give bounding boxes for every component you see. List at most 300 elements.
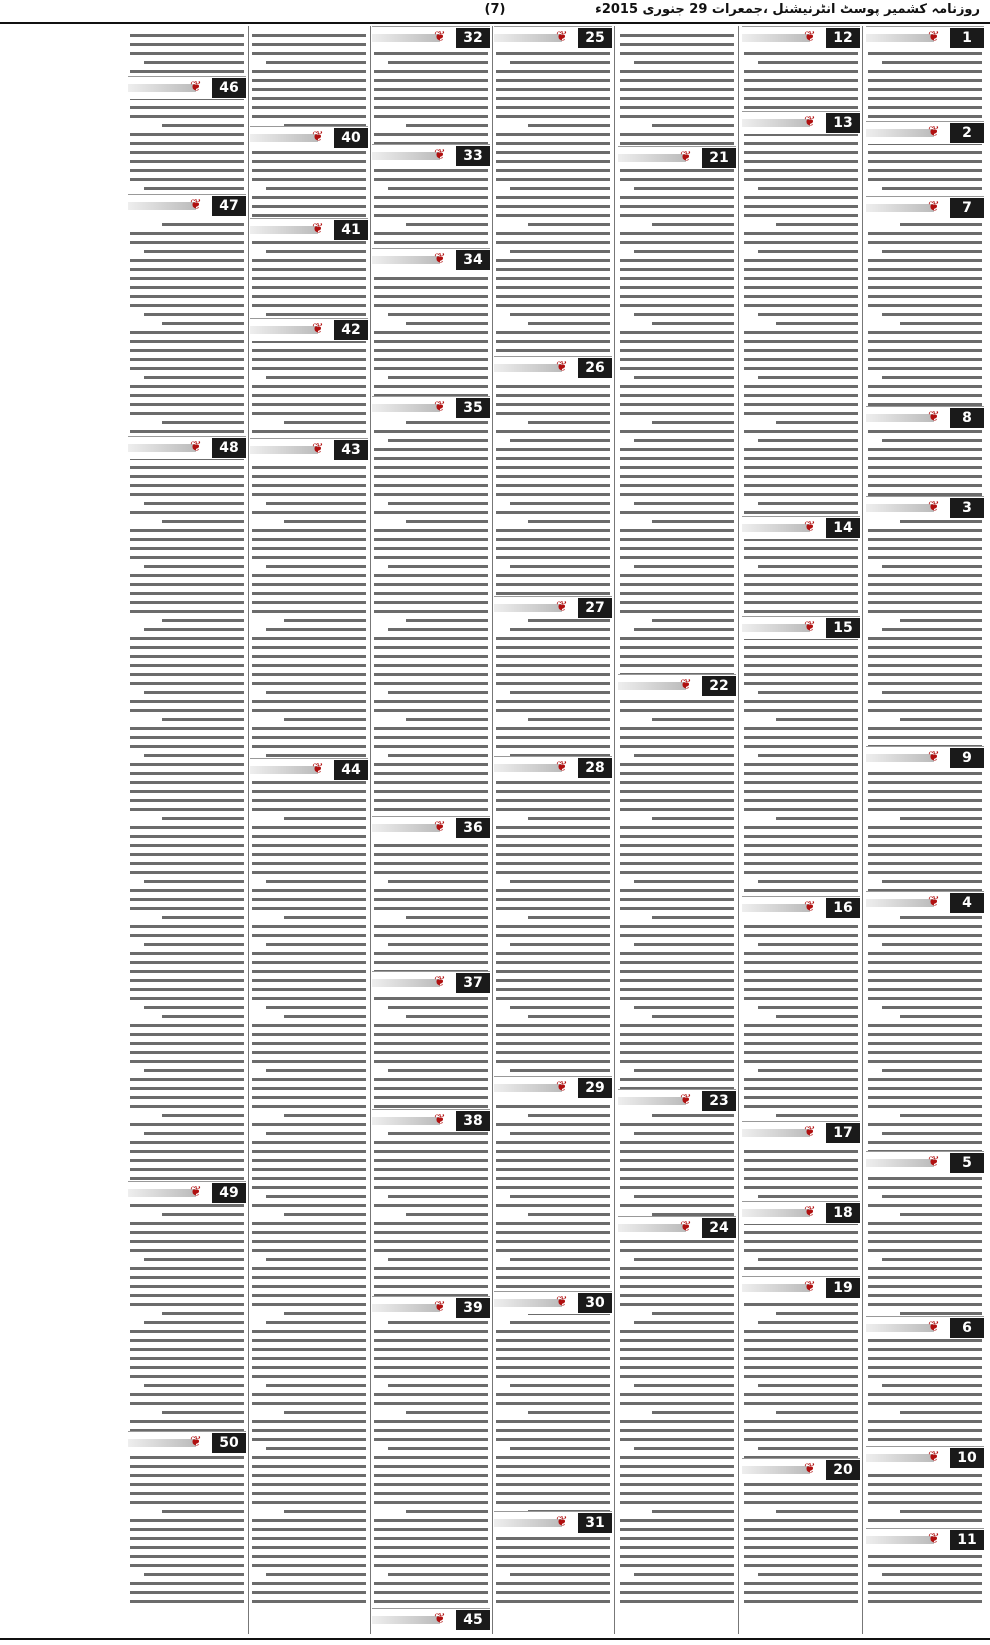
text-line [252,1465,366,1468]
text-line [130,1168,244,1171]
text-line [406,916,488,919]
text-line [496,1366,610,1369]
page-number: (7) [484,2,506,17]
text-line [388,1006,488,1009]
text-line [496,214,610,217]
text-line [130,727,244,730]
text-line [388,754,488,757]
header-bar [250,226,318,234]
maple-leaf-icon: ❦ [928,29,940,45]
text-line [882,1573,982,1576]
news-item [742,1201,860,1224]
item-number: 44 [334,760,368,780]
text-line [130,133,244,136]
text-line [374,799,488,802]
item-number: 36 [456,818,490,838]
column-rule [248,26,249,1634]
text-line [744,403,858,406]
text-line [528,1411,610,1414]
text-line [620,925,734,928]
text-line [130,1123,244,1126]
text-line [252,1402,366,1405]
text-line [252,1087,366,1090]
header-bar [742,524,810,532]
text-line [252,862,366,865]
text-line [130,1159,244,1162]
text-line [252,997,366,1000]
text-line [388,691,488,694]
header-bar [866,1536,934,1544]
text-line [388,1195,488,1198]
text-line [868,1087,982,1090]
text-line [868,1483,982,1486]
text-line [744,268,858,271]
text-line [496,529,610,532]
news-item [742,516,860,539]
text-line [252,1060,366,1063]
item-number: 10 [950,1448,984,1468]
maple-leaf-icon: ❦ [804,519,816,535]
maple-leaf-icon: ❦ [928,199,940,215]
text-line [510,1006,610,1009]
text-line [744,1537,858,1540]
text-line [252,1123,366,1126]
text-line [252,295,366,298]
text-line [758,187,858,190]
header-bar [128,444,196,452]
text-line [620,205,734,208]
header-bar [742,34,810,42]
text-line [252,169,366,172]
text-line [496,934,610,937]
text-line [374,1222,488,1225]
text-line [130,826,244,829]
text-line [868,592,982,595]
text-line [620,1366,734,1369]
text-line [496,1267,610,1270]
text-line [130,979,244,982]
text-line [374,430,488,433]
text-line [252,1555,366,1558]
text-line [744,1267,858,1270]
text-line [252,1339,366,1342]
text-line [130,1141,244,1144]
text-line [510,61,610,64]
text-line [130,349,244,352]
text-line [744,826,858,829]
text-line [266,1069,366,1072]
item-header [372,1608,490,1631]
text-line [620,493,734,496]
header-bar [372,34,440,42]
text-line [868,790,982,793]
text-line [868,1474,982,1477]
text-line [252,1591,366,1594]
text-line [868,1591,982,1594]
text-line [634,61,734,64]
column-text [866,26,984,1603]
text-line [620,133,734,136]
item-header [128,194,246,217]
text-line [130,646,244,649]
item-number: 38 [456,1111,490,1131]
text-line [744,232,858,235]
text-line [496,844,610,847]
item-number: 7 [950,198,984,218]
text-line [374,529,488,532]
item-header [742,26,860,49]
column-rule [614,26,615,1634]
maple-leaf-icon: ❦ [928,1449,940,1465]
text-line [900,1312,982,1315]
text-line [496,160,610,163]
text-line [744,556,858,559]
text-line [388,943,488,946]
news-item [250,126,368,149]
text-line [868,826,982,829]
text-line [868,556,982,559]
text-line [620,1537,734,1540]
text-line [496,961,610,964]
text-line [374,700,488,703]
text-line [744,1105,858,1108]
news-item [372,26,490,49]
text-line [252,907,366,910]
text-line [162,817,244,820]
text-line [744,178,858,181]
text-line [130,1240,244,1243]
text-line [130,1285,244,1288]
news-item [866,746,984,769]
text-line [130,988,244,991]
text-line [758,1195,858,1198]
column-rule [370,26,371,1634]
text-line [252,403,366,406]
item-header [372,1296,490,1319]
text-line [758,313,858,316]
text-line [620,1159,734,1162]
text-line [620,889,734,892]
text-line [130,412,244,415]
text-line [528,817,610,820]
text-line [374,1330,488,1333]
text-line [252,835,366,838]
text-line [868,1177,982,1180]
header-bar [372,1117,440,1125]
text-line [620,1177,734,1180]
text-line [130,961,244,964]
text-line [620,277,734,280]
maple-leaf-icon: ❦ [312,761,324,777]
column-5 [372,26,490,1634]
news-item [250,758,368,781]
text-line [252,646,366,649]
text-line [634,313,734,316]
text-line [252,358,366,361]
text-line [252,556,366,559]
text-line [620,547,734,550]
text-line [252,1492,366,1495]
text-line [510,1447,610,1450]
text-line [620,115,734,118]
text-line [496,700,610,703]
text-line [620,394,734,397]
header-bar [128,84,196,92]
item-number: 43 [334,440,368,460]
text-line [374,349,488,352]
text-line [252,547,366,550]
text-line [744,835,858,838]
text-line [252,1240,366,1243]
maple-leaf-icon: ❦ [804,899,816,915]
text-line [496,412,610,415]
text-line [744,475,858,478]
text-line [868,538,982,541]
text-line [868,1024,982,1027]
text-line [130,1420,244,1423]
text-line [744,430,858,433]
text-line [496,574,610,577]
item-header [128,76,246,99]
news-item [742,1458,860,1481]
maple-leaf-icon: ❦ [680,1092,692,1108]
text-line [744,214,858,217]
text-line [620,556,734,559]
text-line [868,1231,982,1234]
text-line [144,1573,244,1576]
text-line [744,1591,858,1594]
text-line [496,592,610,595]
column-rule [738,26,739,1634]
text-line [374,1501,488,1504]
text-line [130,763,244,766]
text-line [252,790,366,793]
text-line [374,1555,488,1558]
text-line [130,169,244,172]
header-bar [866,414,934,422]
text-line [252,1528,366,1531]
text-line [496,151,610,154]
text-line [252,259,366,262]
text-line [496,1438,610,1441]
text-line [620,79,734,82]
header-bar [250,766,318,774]
item-number: 35 [456,398,490,418]
text-line [744,1096,858,1099]
text-line [620,610,734,613]
text-line [130,1393,244,1396]
text-line [406,619,488,622]
text-line [744,646,858,649]
item-header [250,438,368,461]
text-line [252,304,366,307]
text-line [620,745,734,748]
text-line [130,1366,244,1369]
text-line [374,196,488,199]
text-line [130,862,244,865]
text-line [620,835,734,838]
text-line [388,313,488,316]
text-line [744,79,858,82]
text-line [496,268,610,271]
text-line [130,583,244,586]
text-line [144,502,244,505]
text-line [130,790,244,793]
text-line [652,1015,734,1018]
text-line [758,439,858,442]
text-line [620,808,734,811]
text-line [496,709,610,712]
item-number: 47 [212,196,246,216]
text-line [758,943,858,946]
text-line [374,1465,488,1468]
text-line [130,1519,244,1522]
text-line [496,1591,610,1594]
text-line [620,457,734,460]
text-line [868,700,982,703]
text-line [252,781,366,784]
text-line [868,1348,982,1351]
text-line [496,1429,610,1432]
text-line [374,304,488,307]
text-line [252,1150,366,1153]
text-line [868,1501,982,1504]
text-line [374,448,488,451]
text-line [374,646,488,649]
text-line [252,1141,366,1144]
text-line [496,1546,610,1549]
text-line [130,1204,244,1207]
news-item [372,248,490,271]
text-line [620,412,734,415]
text-line [388,187,488,190]
news-item [250,438,368,461]
text-line [652,817,734,820]
text-line [744,970,858,973]
text-line [744,259,858,262]
text-line [882,1069,982,1072]
text-line [496,178,610,181]
text-line [510,1573,610,1576]
text-line [496,349,610,352]
text-line [496,673,610,676]
item-header [866,196,984,219]
text-line [130,1087,244,1090]
item-header [618,1216,736,1239]
text-line [652,1411,734,1414]
text-line [620,988,734,991]
text-line [652,1510,734,1513]
text-line [252,1168,366,1171]
text-line [284,619,366,622]
text-line [868,808,982,811]
text-line [620,1276,734,1279]
text-line [252,412,366,415]
text-line [882,1195,982,1198]
text-line [868,259,982,262]
masthead: روزنامہ کشمیر پوسٹ انٹرنیشنل ،جمعرات 29 جنوری 2015ء [595,2,980,17]
text-line [510,1258,610,1261]
text-line [130,709,244,712]
text-line [868,430,982,433]
maple-leaf-icon: ❦ [312,321,324,337]
text-line [130,1348,244,1351]
text-line [496,727,610,730]
text-line [162,1213,244,1216]
text-line [510,880,610,883]
text-line [252,610,366,613]
maple-leaf-icon: ❦ [804,619,816,635]
text-line [758,1006,858,1009]
text-line [374,205,488,208]
news-item [372,816,490,839]
text-line [744,205,858,208]
text-line [620,196,734,199]
text-line [130,1555,244,1558]
text-line [374,367,488,370]
text-line [744,1357,858,1360]
text-line [868,52,982,55]
text-line [496,538,610,541]
text-line [868,583,982,586]
maple-leaf-icon: ❦ [434,29,446,45]
text-line [284,718,366,721]
text-line [130,1222,244,1225]
text-line [496,835,610,838]
text-line [620,331,734,334]
text-line [388,439,488,442]
text-line [374,1168,488,1171]
text-line [252,979,366,982]
item-header [250,758,368,781]
text-line [744,169,858,172]
text-line [252,853,366,856]
text-line [868,1492,982,1495]
text-line [130,655,244,658]
text-line [130,151,244,154]
text-line [252,844,366,847]
item-number: 28 [578,758,612,778]
text-line [900,520,982,523]
text-line [620,1465,734,1468]
header-bar [372,979,440,987]
text-line [266,943,366,946]
news-item [866,406,984,429]
text-line [652,718,734,721]
text-line [776,1411,858,1414]
news-item [372,1109,490,1132]
text-line [620,772,734,775]
news-item [742,1121,860,1144]
item-number: 32 [456,28,490,48]
header-bar [618,1097,686,1105]
text-line [374,1087,488,1090]
header-bar [618,682,686,690]
text-line [252,367,366,370]
item-number: 46 [212,78,246,98]
text-line [620,1546,734,1549]
text-line [868,304,982,307]
text-line [620,1429,734,1432]
text-line [744,601,858,604]
text-line [744,1375,858,1378]
text-line [496,1141,610,1144]
text-line [374,1474,488,1477]
text-line [868,286,982,289]
text-line [496,799,610,802]
text-line [374,475,488,478]
text-line [620,997,734,1000]
